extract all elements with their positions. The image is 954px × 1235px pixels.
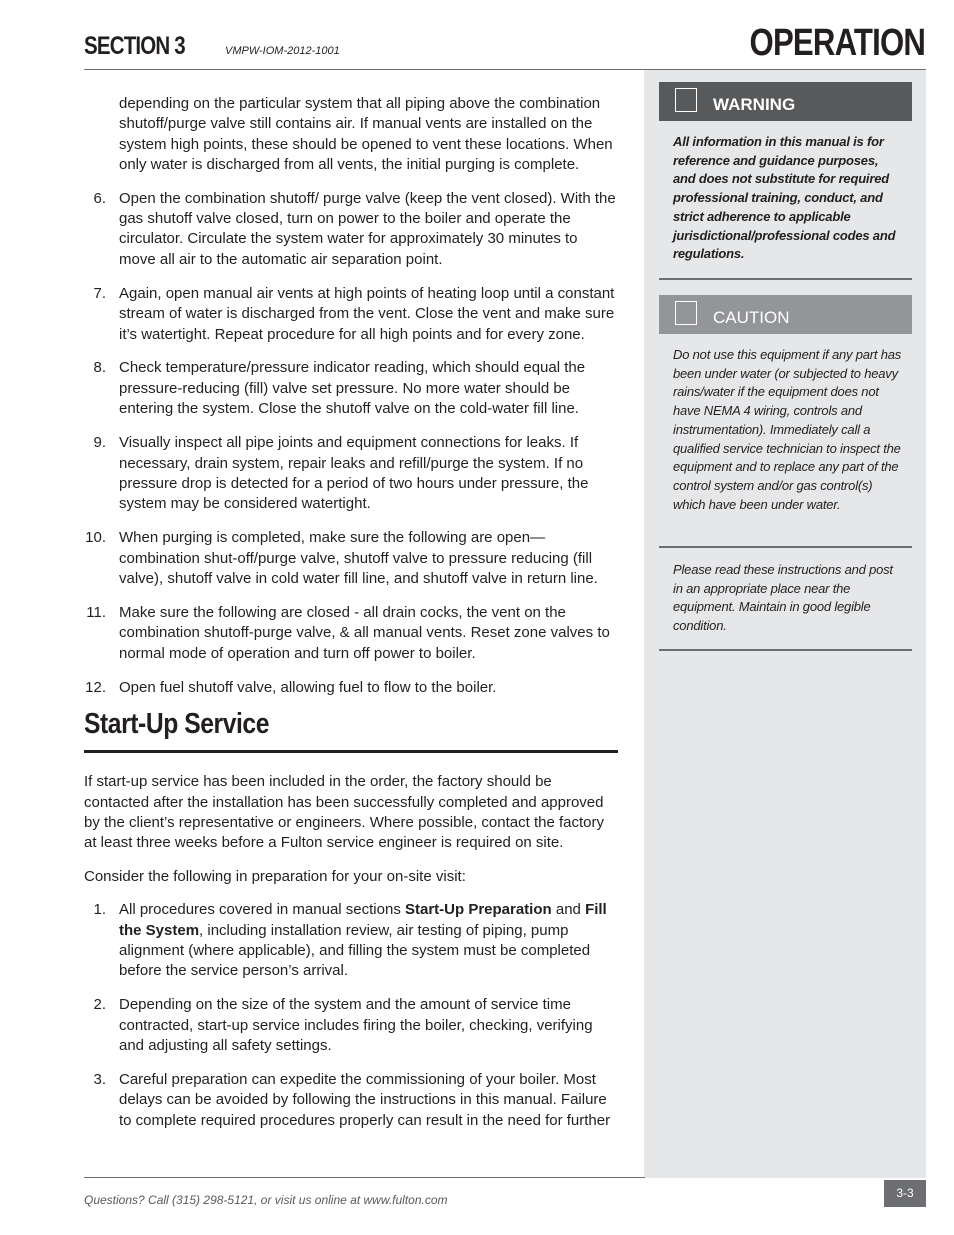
startup-paragraph: If start-up service has been included in the order, the factory should be contacted after the installation has been successfully completed and approved by the client’s representative or engineers. Where possible, contact the factory at least three weeks before a Fulton service engineer is required on site. xyxy=(84,773,604,852)
page-title: OPERATION xyxy=(749,22,925,64)
list-text: Careful preparation can expedite the commissioning of your boiler. Most delays can be avoided by following the instructions in this manual. Failure to complete required procedures properly can result in the need for further xyxy=(119,1071,611,1129)
list-text xyxy=(119,901,607,979)
caution-label: CAUTION xyxy=(713,308,790,327)
list-number: 8. xyxy=(93,359,106,377)
list-text: Depending on the size of the system and the amount of service time contracted, start-up service includes firing the boiler, checking, verifying and adjusting all safety settings. xyxy=(119,996,593,1055)
list-number: 10. xyxy=(85,529,106,547)
main-content xyxy=(84,94,618,1145)
list-text: Open fuel shutoff valve, allowing fuel to flow to the boiler. xyxy=(119,678,497,696)
list-item xyxy=(84,603,618,664)
warning-label: WARNING xyxy=(713,95,796,114)
list-number: 12. xyxy=(85,678,106,696)
list-item xyxy=(84,900,618,982)
startup-intro: Consider the following in preparation for your on-site visit: xyxy=(84,867,466,885)
sidebar-divider xyxy=(659,546,912,548)
list-number: 6. xyxy=(93,189,106,207)
list-item xyxy=(84,433,618,515)
list-text: Visually inspect all pipe joints and equipment connections for leaks. If necessary, drain system, repair leaks and refill/purge the system. If no pressure drop is detected for a period of two hours under pressure, the system may be considered watertight. xyxy=(119,434,589,513)
list-text: Check temperature/pressure indicator reading, which should equal the pressure-reducing (fill) valve set pressure. No more water should be entering the system. Close the shutoff valve on the cold-water fill line. xyxy=(119,359,586,418)
section-reference: Fill the System xyxy=(119,901,607,939)
list-item xyxy=(84,995,618,1056)
sidebar-divider xyxy=(659,278,912,280)
checkbox-icon xyxy=(675,301,697,325)
list-text: Make sure the following are closed - all drain cocks, the vent on the combination shutoff-purge valve, & all manual vents. Reset zone valves to normal mode of operation and turn off power to boiler. xyxy=(119,604,610,662)
checkbox-icon xyxy=(675,88,697,112)
section-label: SECTION 3 xyxy=(84,32,185,60)
list-number: 2. xyxy=(93,996,106,1014)
startup-heading: Start-Up Service xyxy=(84,708,270,741)
list-item xyxy=(84,1070,618,1131)
list-text: When purging is completed, make sure the following are open—combination shut-off/purge valve, shutoff valve to pressure reducing (fill valve), shutoff valve in cold water fill line, and shutoff valve in return line. xyxy=(119,529,598,588)
list-number: 9. xyxy=(93,434,106,452)
list-text-part: and xyxy=(551,901,586,919)
list-text-part: All procedures covered in manual sections xyxy=(119,901,405,919)
list-item xyxy=(84,358,618,419)
page-number: 3-3 xyxy=(884,1180,926,1207)
list-text-part: , including installation review, air testing of piping, pump alignment (where applicable), and filling the system must be completed before the service person’s arrival. xyxy=(119,921,591,980)
list-item xyxy=(84,678,618,698)
list-text: Open the combination shutoff/ purge valve (keep the vent closed). With the gas shutoff valve closed, turn on power to the boiler and operate the circulator. Circulate the system water for approximately 30 minutes to move all air to the automatic air separation point. xyxy=(119,189,616,268)
caution-text: Do not use this equipment if any part has been under water (or subjected to heavy rains/water if the equipment does not have NEMA 4 wiring, controls and instrumentation). Immediately call a qualified service technician to inspect the equipment and to replace any part of the control system and/or gas control(s) which have been under water. xyxy=(673,347,902,512)
footer-contact: Questions? Call (315) 298-5121, or visit us online at www.fulton.com xyxy=(84,1193,448,1207)
sidebar-divider xyxy=(659,649,912,651)
list-number: 3. xyxy=(93,1071,106,1089)
list-item xyxy=(84,284,618,345)
list-item xyxy=(84,528,618,589)
caution-header xyxy=(659,295,912,334)
note-text: Please read these instructions and post in an appropriate place near the equipment. Maintain in good legible condition. xyxy=(673,562,893,634)
list-text: Again, open manual air vents at high points of heating loop until a constant stream of water is discharged from the vent. Close the vent and make sure it’s watertight. Repeat procedure for all high points and for every zone. xyxy=(119,284,615,343)
section-reference: Start-Up Preparation xyxy=(404,901,552,919)
document-number: VMPW-IOM-2012-1001 xyxy=(225,45,340,57)
list-item xyxy=(84,189,618,271)
list-number: 7. xyxy=(93,284,106,302)
footer-divider xyxy=(84,1177,645,1178)
continued-paragraph: depending on the particular system that all piping above the combination shutoff/purge valve still contains air. If manual vents are installed on the system high points, these should be opened to vent these locations. When only water is discharged from all vents, the initial purging is complete. xyxy=(119,95,613,174)
list-number: 1. xyxy=(93,901,106,919)
warning-text: All information in this manual is for reference and guidance purposes, and does not substitute for required professional training, conduct, and strict adherence to applicable jurisdictional/professional codes and regulations. xyxy=(673,134,896,262)
list-number: 11. xyxy=(86,604,106,622)
heading-underline xyxy=(84,750,618,753)
warning-header xyxy=(659,82,912,121)
